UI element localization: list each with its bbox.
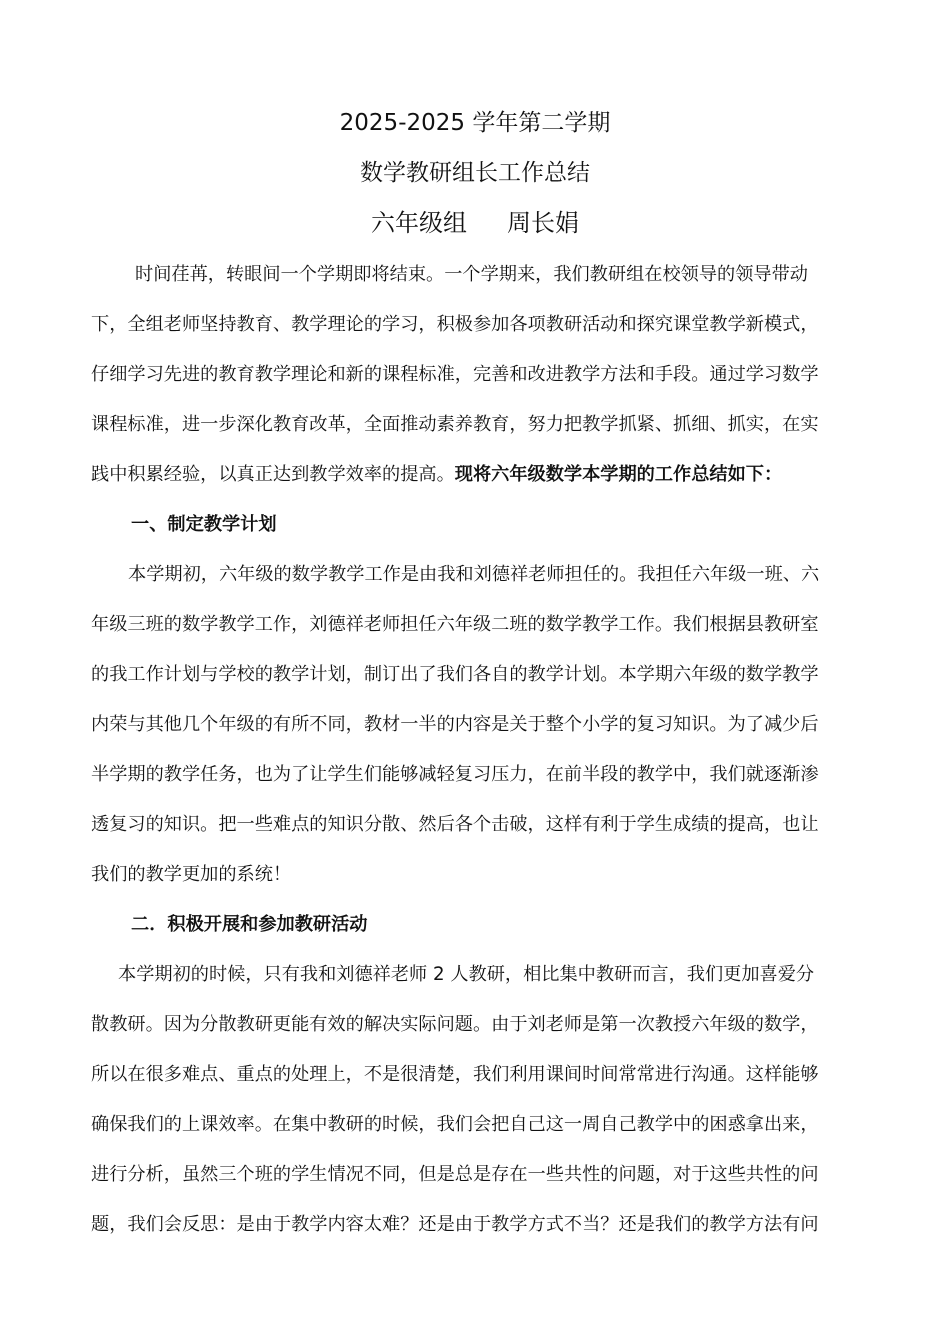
paragraph-line: 散教研。因为分散教研更能有效的解决实际问题。由于刘老师是第一次教授六年级的数学， [91, 1014, 819, 1035]
summary-lead-in: 现将六年级数学本学期的工作总结如下： [454, 464, 783, 485]
paragraph-line: 仔细学习先进的教育教学理论和新的课程标准，完善和改进教学方法和手段。通过学习数学 [91, 364, 819, 385]
paragraph-line: 时间荏苒，转眼间一个学期即将结束。一个学期来，我们教研组在校领导的领导带动 [135, 264, 808, 285]
paragraph-line: 下，全组老师坚持教育、教学理论的学习，积极参加各项教研活动和探究课堂教学新模式， [91, 314, 819, 335]
section-heading-research: 二．积极开展和参加教研活动 [131, 914, 368, 935]
paragraph-line: 进行分析，虽然三个班的学生情况不同，但是总是存在一些共性的问题，对于这些共性的问 [91, 1164, 819, 1185]
document-title-author [0, 208, 950, 238]
paragraph-line-with-bold [91, 463, 861, 487]
paragraph-line: 所以在很多难点、重点的处理上，不是很清楚，我们利用课间时间常常进行沟通。这样能够 [91, 1064, 819, 1085]
document-title-term: 2025-2025 学年第二学期 [339, 110, 611, 136]
paragraph-line: 内荣与其他几个年级的有所不同，教材一半的内容是关于整个小学的复习知识。为了减少后 [91, 714, 819, 735]
paragraph-line: 我们的教学更加的系统！ [91, 864, 292, 885]
paragraph-line: 半学期的教学任务，也为了让学生们能够减轻复习压力，在前半段的教学中，我们就逐渐渗 [91, 764, 819, 785]
section-heading-plan: 一、制定教学计划 [131, 514, 277, 535]
paragraph-line: 年级三班的数学教学工作，刘德祥老师担任六年级二班的数学教学工作。我们根据县教研室 [91, 614, 819, 635]
document-title-summary: 数学教研组长工作总结 [360, 160, 590, 186]
paragraph-line: 本学期初，六年级的数学教学工作是由我和刘德祥老师担任的。我担任六年级一班、六 [128, 564, 820, 585]
paragraph-text: 践中积累经验，以真正达到教学效率的提高。 [91, 464, 455, 485]
paragraph-line: 题，我们会反思：是由于教学内容太难？还是由于教学方式不当？还是我们的教学方法有问 [91, 1214, 819, 1235]
paragraph-line: 本学期初的时候，只有我和刘德祥老师 2 人教研，相比集中教研而言，我们更加喜爱分 [118, 964, 815, 985]
paragraph-line: 的我工作计划与学校的教学计划，制订出了我们各自的教学计划。本学期六年级的数学教学 [91, 664, 819, 685]
author-name: 周长娟 [507, 209, 579, 237]
author-group: 六年级组 [371, 209, 467, 237]
paragraph-line: 课程标准，进一步深化教育改革，全面推动素养教育，努力把教学抓紧、抓细、抓实，在实 [91, 414, 819, 435]
paragraph-line: 透复习的知识。把一些难点的知识分散、然后各个击破，这样有利于学生成绩的提高，也让 [91, 814, 819, 835]
paragraph-line: 确保我们的上课效率。在集中教研的时候，我们会把自己这一周自己教学中的困惑拿出来， [91, 1114, 819, 1135]
